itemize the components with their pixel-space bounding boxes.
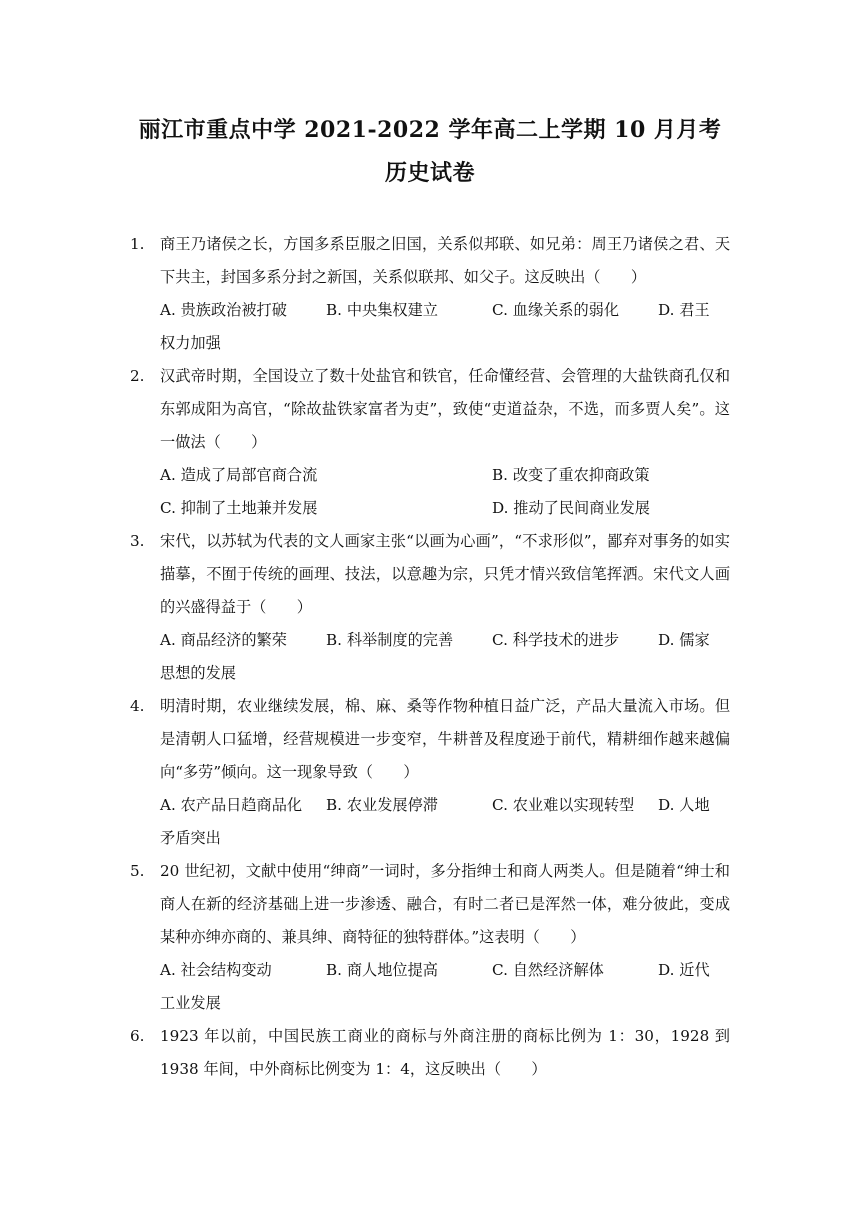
question-6 — [130, 1020, 730, 1086]
option-d: D. 近代 — [658, 961, 710, 979]
option-c: C. 血缘关系的弱化 — [492, 301, 620, 319]
option-a: A. 农产品日趋商品化 — [160, 796, 303, 814]
question-stem: 20 世纪初，文献中使用“绅商”一词时，多分指绅士和商人两类人。但是随着“绅士和商人在新的经济基础上进一步渗透、融合，有时二者已是浑然一体，难分彼此，变成某种亦绅亦商的、兼具绅、商特征的独特群体。”这表明（ ） — [160, 862, 730, 946]
question-number: 5. — [130, 862, 145, 880]
option-d-continuation: 权力加强 — [160, 334, 221, 352]
options — [160, 789, 730, 822]
option-a: A. 商品经济的繁荣 — [160, 631, 287, 649]
options — [160, 459, 730, 525]
exam-subtitle: 历史试卷 — [384, 160, 475, 186]
question-4 — [130, 690, 730, 855]
option-b: B. 中央集权建立 — [326, 301, 438, 319]
question-list — [130, 228, 730, 1086]
question-stem: 宋代，以苏轼为代表的文人画家主张“以画为心画”，“不求形似”，鄙弃对事务的如实描摹，不囿于传统的画理、技法，以意趣为宗，只凭才情兴致信笔挥洒。宋代文人画的兴盛得益于（ ） — [160, 532, 730, 616]
question-number: 2. — [130, 367, 145, 385]
option-d: D. 君王 — [658, 301, 710, 319]
option-d-continuation: 思想的发展 — [160, 664, 236, 682]
option-d: D. 人地 — [658, 796, 710, 814]
question-1 — [130, 228, 730, 360]
option-a: A. 社会结构变动 — [160, 961, 272, 979]
question-stem: 1923 年以前，中国民族工商业的商标与外商注册的商标比例为 1：30，1928 到 1938 年间，中外商标比例变为 1：4，这反映出（ ） — [160, 1027, 730, 1078]
option-a: A. 贵族政治被打破 — [160, 301, 287, 319]
question-number: 6. — [130, 1027, 145, 1045]
option-c: C. 农业难以实现转型 — [492, 796, 635, 814]
question-3 — [130, 525, 730, 690]
option-b: B. 农业发展停滞 — [326, 796, 438, 814]
exam-title: 丽江市重点中学 2021-2022 学年高二上学期 10 月月考 — [138, 117, 722, 143]
option-c: C. 抑制了土地兼并发展 — [160, 499, 318, 517]
question-number: 4. — [130, 697, 145, 715]
option-a: A. 造成了局部官商合流 — [160, 466, 318, 484]
option-d-continuation: 矛盾突出 — [160, 829, 221, 847]
option-b: B. 改变了重农抑商政策 — [492, 466, 650, 484]
options — [160, 624, 730, 657]
question-stem: 汉武帝时期，全国设立了数十处盐官和铁官，任命懂经营、会管理的大盐铁商孔仅和东郭成阳为高官，“除故盐铁家富者为吏”，致使“吏道益杂，不选，而多贾人矣”。这一做法（ ） — [160, 367, 730, 451]
question-stem: 明清时期，农业继续发展，棉、麻、桑等作物种植日益广泛，产品大量流入市场。但是清朝人口猛增，经营规模进一步变窄，牛耕普及程度逊于前代，精耕细作越来越偏向“多劳”倾向。这一现象导致（ ） — [160, 697, 730, 781]
question-number: 1. — [130, 235, 145, 253]
option-d: D. 儒家 — [658, 631, 710, 649]
options — [160, 294, 730, 327]
options — [160, 954, 730, 987]
option-b: B. 商人地位提高 — [326, 961, 438, 979]
option-d-continuation: 工业发展 — [160, 994, 221, 1012]
question-stem: 商王乃诸侯之长，方国多系臣服之旧国，关系似邦联、如兄弟：周王乃诸侯之君、天下共主，封国多系分封之新国，关系似联邦、如父子。这反映出（ ） — [160, 235, 730, 286]
question-2 — [130, 360, 730, 525]
question-5 — [130, 855, 730, 1020]
option-d: D. 推动了民间商业发展 — [492, 499, 650, 517]
option-b: B. 科举制度的完善 — [326, 631, 454, 649]
question-number: 3. — [130, 532, 145, 550]
option-c: C. 科学技术的进步 — [492, 631, 620, 649]
option-c: C. 自然经济解体 — [492, 961, 604, 979]
